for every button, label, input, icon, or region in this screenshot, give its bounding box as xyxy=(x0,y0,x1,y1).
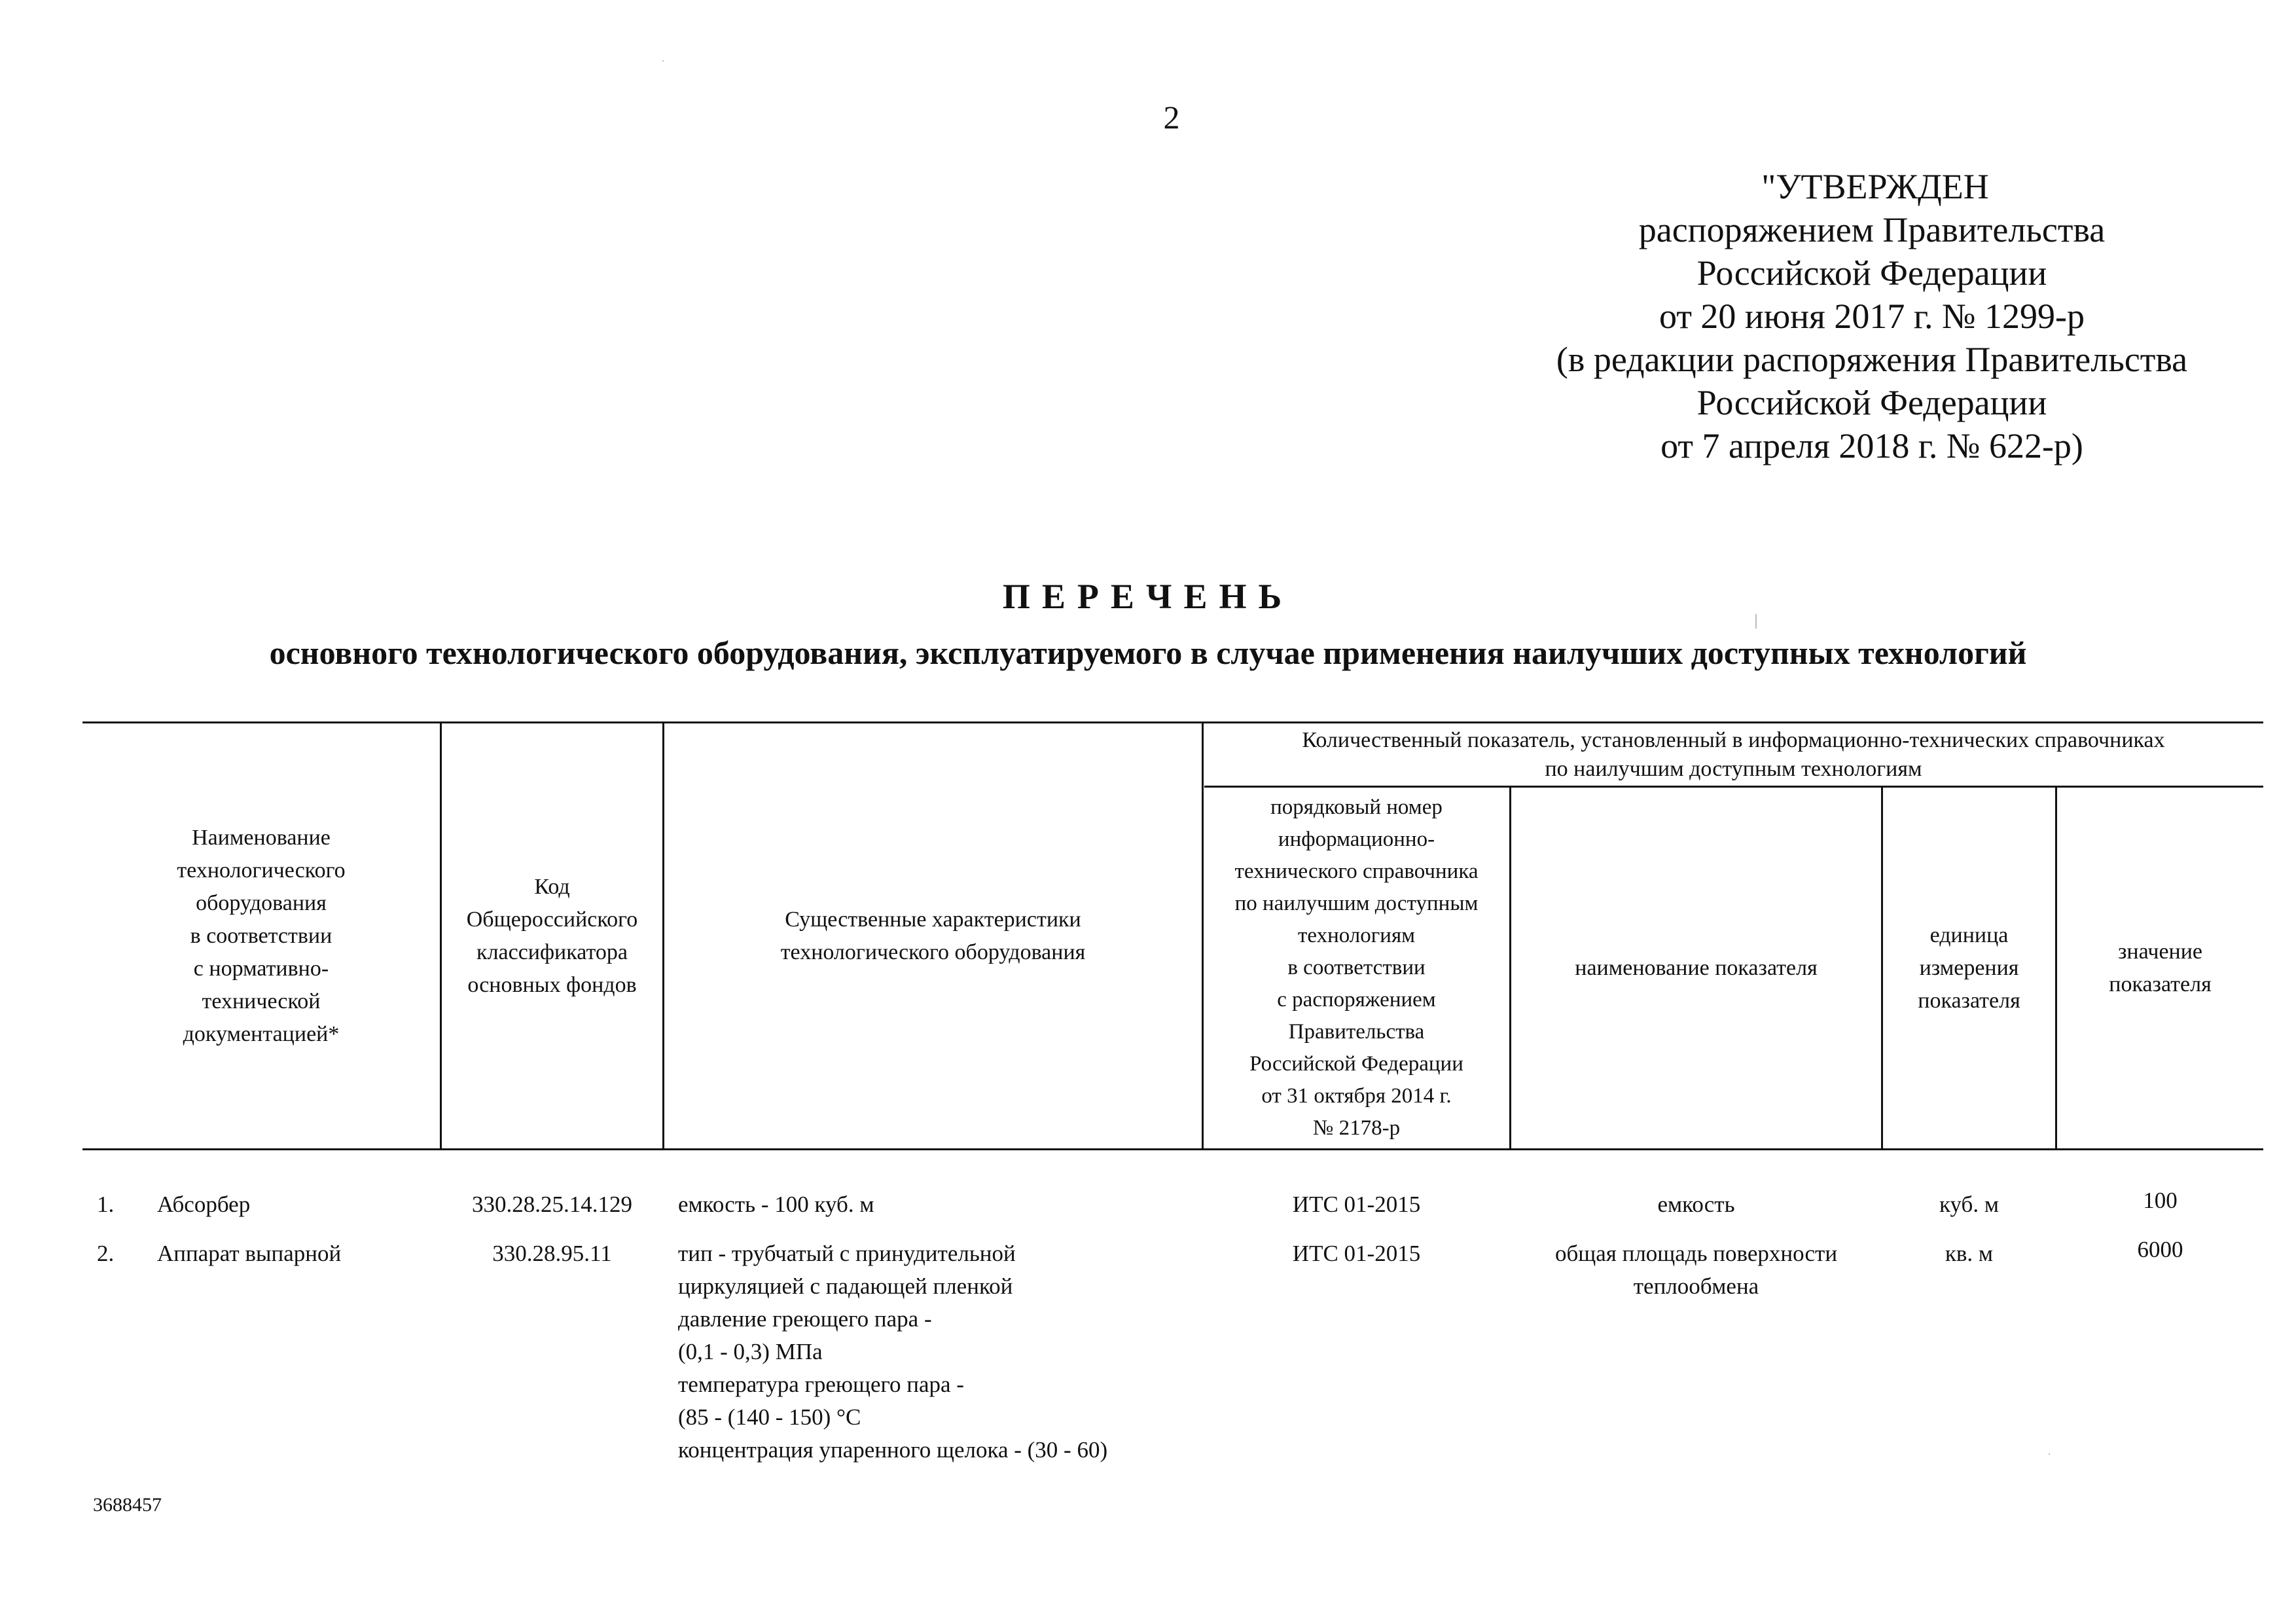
header-its-number-text: порядковый номер информационно- технического справочника по наилучшим доступным технологиям в соответствии с распоряжением Правительства Российской Федерации от 31 октября 2014 г. № 2178-р xyxy=(1234,795,1479,1140)
equipment-name: Аппарат выпарной xyxy=(157,1241,342,1266)
scan-speck xyxy=(662,60,664,62)
page-number: 2 xyxy=(1163,99,1180,136)
equipment-name: Абсорбер xyxy=(157,1192,251,1217)
header-indicator-group-text: Количественный показатель, установленный в информационно-технических справочниках по наилучшим доступным технологиям xyxy=(1302,727,2165,781)
header-unit xyxy=(1883,788,2055,1148)
header-indicator-name xyxy=(1511,788,1881,1148)
row-number: 1. xyxy=(97,1192,115,1217)
approval-line: от 7 апреля 2018 г. № 622-р) xyxy=(1660,426,2083,465)
approval-block xyxy=(1492,165,2251,467)
indicator-unit: кв. м xyxy=(1945,1241,1994,1266)
header-characteristics xyxy=(664,723,1202,1148)
indicator-name: емкость xyxy=(1657,1192,1735,1217)
okof-code: 330.28.25.14.129 xyxy=(472,1192,632,1217)
header-equipment-name xyxy=(82,723,440,1148)
document-title: ПЕРЕЧЕНЬ xyxy=(1002,577,1294,616)
header-value-text: значение показателя xyxy=(2109,939,2212,996)
indicator-name: общая площадь поверхности теплообмена xyxy=(1554,1241,1838,1299)
header-bottom-border xyxy=(82,1148,2263,1150)
its-number: ИТС 01-2015 xyxy=(1292,1241,1421,1266)
characteristics: тип - трубчатый с принудительной циркуляцией с падающей пленкой давление греющего пара - (0,1 - 0,3) МПа температура греющего пара - (85 - (140 - 150) °C концентрация упаренного щелока - (30 - 60) xyxy=(678,1241,1108,1463)
its-number: ИТС 01-2015 xyxy=(1292,1192,1421,1217)
approval-heading: "УТВЕРЖДЕН xyxy=(1761,167,1989,206)
header-characteristics-text: Существенные характеристики технологического оборудования xyxy=(780,907,1086,964)
scan-speck xyxy=(2049,1453,2050,1455)
document-subtitle: основного технологического оборудования, эксплуатируемого в случае применения наилучших доступных технологий xyxy=(269,634,2027,671)
indicator-value: 100 xyxy=(2143,1188,2178,1213)
document-id: 3688457 xyxy=(93,1494,162,1516)
header-indicator-group xyxy=(1204,723,2263,786)
header-value xyxy=(2057,788,2263,1148)
approval-line: распоряжением Правительства xyxy=(1638,210,2106,249)
okof-code: 330.28.95.11 xyxy=(492,1241,612,1266)
header-okof-code xyxy=(442,723,662,1148)
approval-line: от 20 июня 2017 г. № 1299-р xyxy=(1659,297,2085,336)
header-indicator-name-text: наименование показателя xyxy=(1575,955,1818,980)
header-unit-text: единица измерения показателя xyxy=(1918,922,2020,1013)
characteristics: емкость - 100 куб. м xyxy=(678,1192,874,1217)
indicator-unit: куб. м xyxy=(1939,1192,1999,1217)
approval-line: (в редакции распоряжения Правительства xyxy=(1556,340,2188,379)
indicator-value: 6000 xyxy=(2137,1237,2183,1262)
approval-line: Российской Федерации xyxy=(1696,383,2047,422)
scan-speck xyxy=(1755,614,1757,629)
approval-line: Российской Федерации xyxy=(1696,253,2047,293)
header-equipment-name-text: Наименование технологического оборудования в соответствии с нормативно- технической документацией* xyxy=(177,825,346,1046)
header-okof-code-text: Код Общероссийского классификатора основных фондов xyxy=(466,874,638,997)
row-number: 2. xyxy=(97,1241,115,1266)
header-its-number xyxy=(1204,788,1509,1148)
